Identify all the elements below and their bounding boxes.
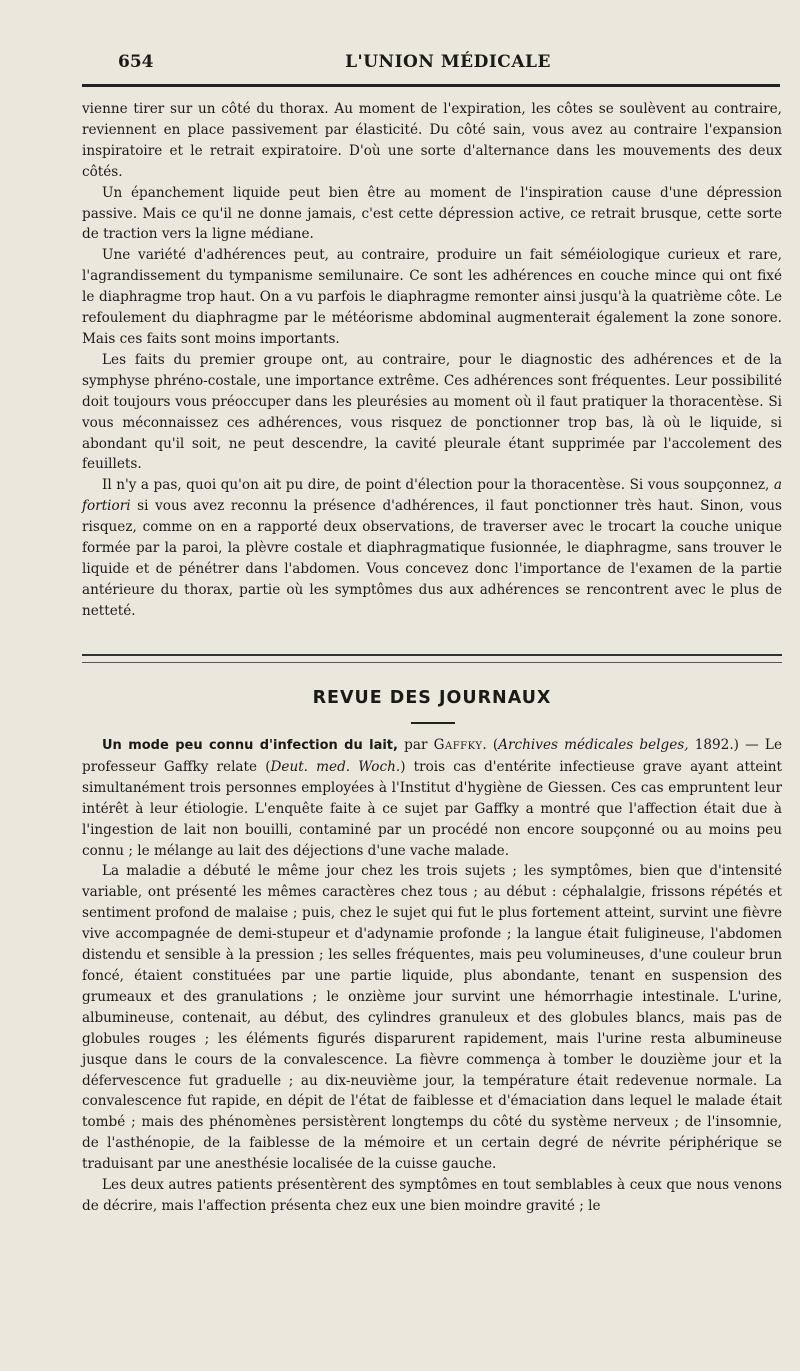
italic-phrase: a fortiori bbox=[82, 477, 782, 515]
paragraph: vienne tirer sur un côté du thorax. Au moment de l'expiration, les côtes se soulèvent au contraire, reviennent en place passivement par élasticité. Du côté sain, vous avez au contraire l'expansion inspiratoire et le retrait expiratoire. D'où une sorte d'alternance dans les mouvements des deux côtés. bbox=[82, 101, 782, 180]
paragraph: Un épanchement liquide peut bien être au moment de l'inspiration cause d'une dépression passive. Mais ce qu'il ne donne jamais, c'est cette dépression active, ce retrait brusque, cette sorte de traction vers la ligne médiane. bbox=[82, 184, 782, 243]
text-run: si vous avez reconnu la présence d'adhérences, il faut ponctionner très haut. Sinon, vous risquez, comme on en a rapporté deux observations, de traverser avec le trocart la couche unique formée par la paroi, la plèvre costale et diaphragmatique fusionnée, le diaphragme, sans trouver le liquide et de pénétrer dans l'abdomen. Vous concevez donc l'importance de l'examen de la partie antérieure du thorax, partie où les symptômes dus aux adhérences se rencontrent avec le plus de netteté. bbox=[82, 498, 782, 619]
section-title: REVUE DES JOURNAUX bbox=[312, 688, 552, 708]
section-divider bbox=[82, 654, 782, 663]
text-run: . ( bbox=[482, 737, 499, 753]
paragraph bbox=[82, 475, 782, 621]
journal-title: L'UNION MÉDICALE bbox=[345, 52, 551, 72]
text-run: par bbox=[397, 737, 434, 753]
text-run: ) trois cas d'entérite infectieuse grave ayant atteint simultanément trois personnes employées à l'Institut d'hygiène de Giessen. Ces cas empruntent leur intérêt à leur étiologie. L'enquête faite à ce sujet par Gaffky a montré que l'affection était due à l'ingestion de lait non bouilli, contaminé par un procédé non encore soupçonné ou au moins peu connu ; le mélange au lait des déjections d'une vache malade. bbox=[82, 758, 782, 859]
lecture-continuation bbox=[82, 99, 782, 622]
reference-title: Deut. med. Woch. bbox=[270, 758, 401, 775]
text-run: 1892.) — Le professeur Gaffky relate ( bbox=[82, 737, 782, 775]
paragraph: Les faits du premier groupe ont, au contraire, pour le diagnostic des adhérences et de la symphyse phréno-costale, une importance extrême. Ces adhérences sont fréquentes. Leur possibilité doit toujours vous préoccuper dans les pleurésies au moment où il faut pratiquer la thoracentèse. Si vous méconnaissez ces adhérences, vous risquez de ponctionner trop bas, là où le liquide, si abondant qu'il soit, ne peut descendre, la cavité pleurale étant supprimée par l'accolement des feuillets. bbox=[82, 351, 782, 473]
title-rule bbox=[411, 722, 455, 724]
journal-review-article bbox=[82, 735, 782, 1217]
paragraph: Une variété d'adhérences peut, au contraire, produire un fait séméiologique curieux et rare, l'agrandissement du tympanisme semilunaire. Ce sont les adhérences en couche mince qui ont fixé le diaphragme trop haut. On a vu parfois le diaphragme remonter ainsi jusqu'à la quatrième côte. Le refoulement du diaphragme par le météorisme abdominal augmenterait également la zone sonore. Mais ces faits sont moins importants. bbox=[82, 247, 782, 347]
author-name: Gaffky bbox=[433, 737, 483, 753]
article-title: Un mode peu connu d'infection du lait, bbox=[102, 738, 398, 753]
running-head bbox=[118, 52, 778, 78]
paragraph bbox=[82, 735, 782, 861]
source-title: Archives médicales belges, bbox=[498, 737, 689, 753]
text-run: Il n'y a pas, quoi qu'on ait pu dire, de point d'élection pour la thoracentèse. Si vous soupçonnez, bbox=[102, 477, 774, 494]
paragraph: Les deux autres patients présentèrent des symptômes en tout semblables à ceux que nous venons de décrire, mais l'affection présenta chez eux une bien moindre gravité ; le bbox=[82, 1177, 782, 1214]
page-number: 654 bbox=[118, 52, 154, 72]
header-rule bbox=[82, 84, 780, 87]
paragraph: La maladie a débuté le même jour chez les trois sujets ; les symptômes, bien que d'intensité variable, ont présenté les mêmes caractères chez tous ; au début : céphalalgie, frissons répétés et sentiment profond de malaise ; puis, chez le sujet qui fut le plus fortement atteint, survint une fièvre vive accompagnée de demi-stupeur et d'adynamie profonde ; la langue était fuligineuse, l'abdomen distendu et sensible à la pression ; les selles fréquentes, mais peu volumineuses, d'une couleur brun foncé, étaient constituées par une partie liquide, plus abondante, tenant en suspension des grumeaux et des granulations ; le onzième jour survint une hémorrhagie intestinale. L'urine, albumineuse, contenait, au début, des cylindres granuleux et des globules blancs, mais pas de globules rouges ; les éléments figurés disparurent rapidement, mais l'urine resta albumineuse jusque dans le cours de la convalescence. La fièvre commença à tomber le douzième jour et la défervescence fut graduelle ; au dix-neuvième jour, la température était redevenue normale. La convalescence fut rapide, en dépit de l'état de faiblesse et d'émaciation dans lequel le malade était tombé ; mais des phénomènes persistèrent longtemps du côté du système nerveux ; de l'insomnie, de l'asthénopie, de la faiblesse de la mémoire et un certain degré de névrite périphérique se traduisant par une anesthésie localisée de la cuisse gauche. bbox=[82, 863, 782, 1173]
